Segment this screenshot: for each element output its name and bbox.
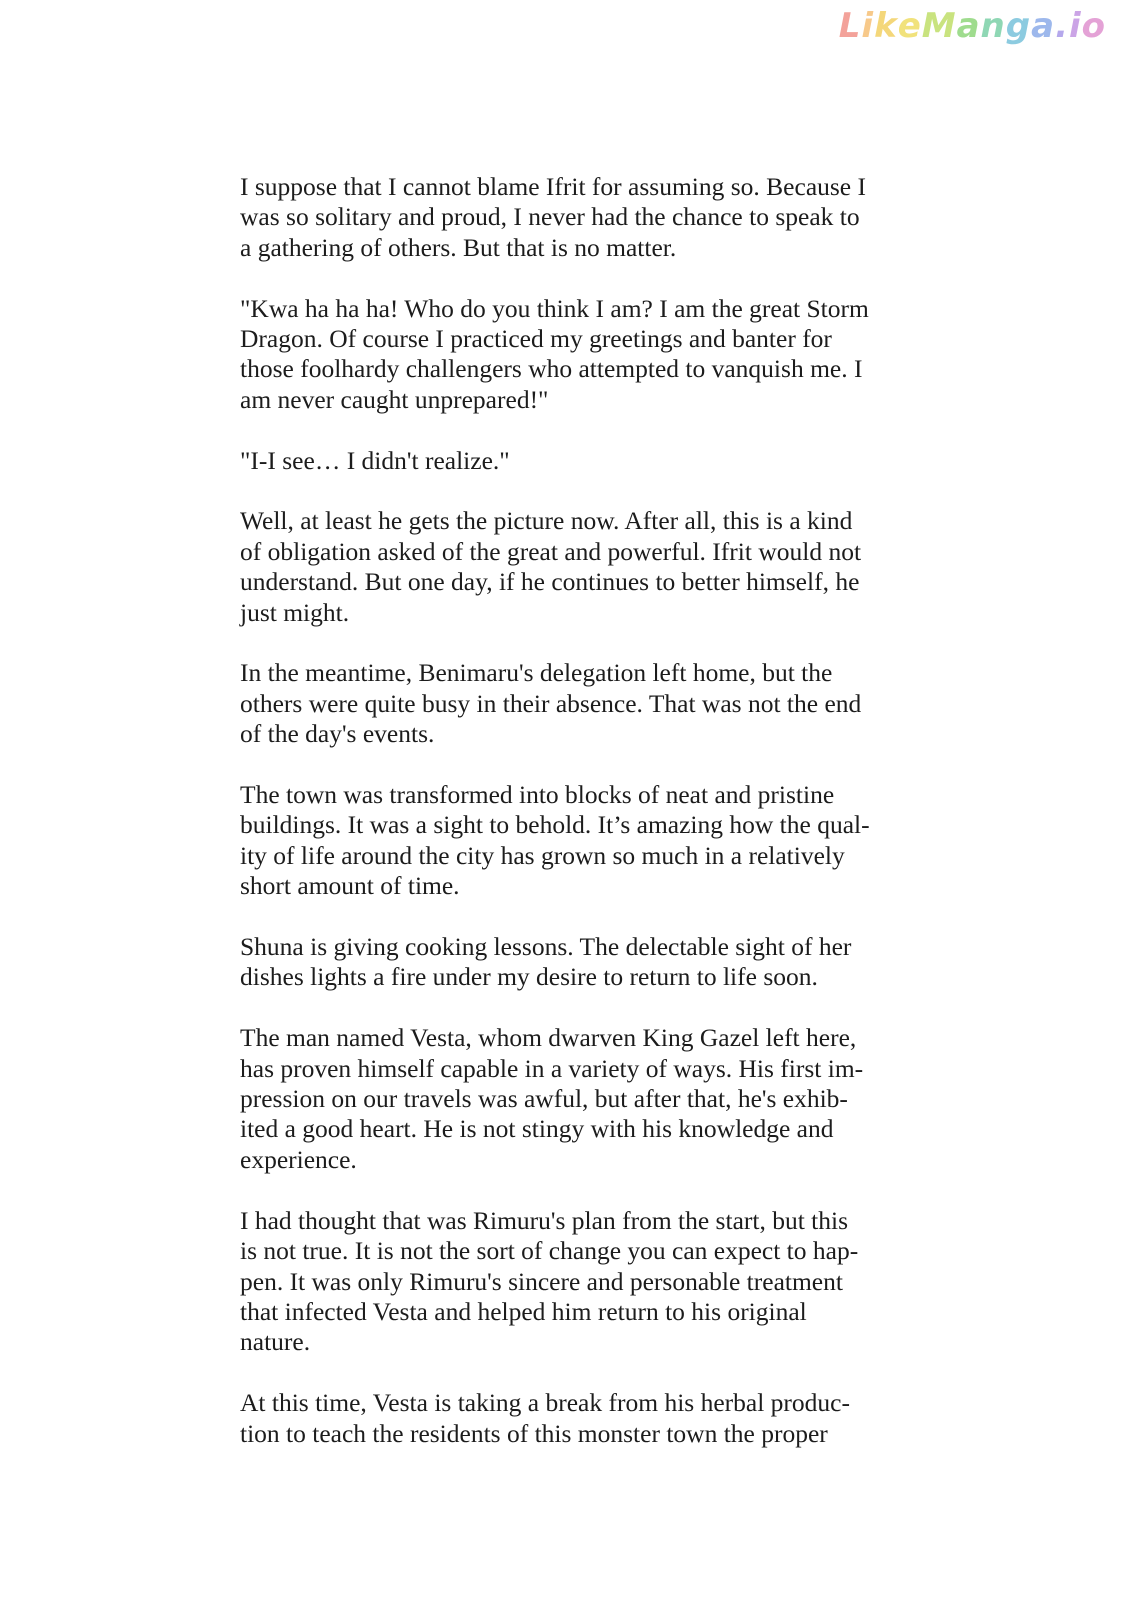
text-line: pression on our travels was awful, but after that, he's exhib-	[240, 1084, 848, 1114]
text-line: Well, at least he gets the picture now. After all, this is a kind	[240, 506, 853, 536]
paragraph	[240, 294, 916, 416]
text-line: tion to teach the residents of this monster town the proper	[240, 1418, 828, 1448]
watermark-letter: i	[1068, 6, 1082, 46]
watermark-letter: o	[1081, 6, 1106, 46]
novel-page-body	[240, 172, 916, 1479]
text-line: ity of life around the city has grown so much in a relatively	[240, 840, 845, 870]
text-line: others were quite busy in their absence. That was not the end	[240, 688, 862, 718]
watermark-letter: n	[980, 6, 1006, 46]
text-line: short amount of time.	[240, 871, 460, 901]
watermark-letter: a	[1031, 6, 1056, 46]
paragraph	[240, 446, 916, 476]
paragraph	[240, 780, 916, 902]
text-line: pen. It was only Rimuru's sincere and personable treatment	[240, 1266, 843, 1296]
text-line: of obligation asked of the great and powerful. Ifrit would not	[240, 536, 862, 566]
text-line: I suppose that I cannot blame Ifrit for assuming so. Because I	[240, 172, 866, 201]
text-line: I had thought that was Rimuru's plan from the start, but this	[240, 1205, 849, 1235]
paragraph	[240, 658, 916, 749]
watermark-letter: e	[897, 6, 922, 46]
text-line: of the day's events.	[240, 719, 435, 749]
text-line: "I-I see… I didn't realize."	[240, 445, 510, 475]
text-line: Shuna is giving cooking lessons. The delectable sight of her	[240, 932, 852, 962]
text-line: "Kwa ha ha ha! Who do you think I am? I am the great Storm	[240, 293, 869, 323]
text-line: Dragon. Of course I practiced my greetings and banter for	[240, 324, 832, 354]
text-line: In the meantime, Benimaru's delegation left home, but the	[240, 658, 833, 688]
text-line: ited a good heart. He is not stingy with his knowledge and	[240, 1114, 834, 1144]
text-line: a gathering of others. But that is no matter.	[240, 232, 677, 262]
text-line: nature.	[240, 1327, 311, 1357]
watermark-letter: a	[956, 6, 981, 46]
paragraph	[240, 172, 916, 263]
watermark-letter: .	[1055, 6, 1069, 46]
text-line: just might.	[240, 597, 350, 627]
text-line: that infected Vesta and helped him return to his original	[240, 1296, 807, 1326]
text-line: The town was transformed into blocks of neat and pristine	[240, 780, 835, 810]
text-line: At this time, Vesta is taking a break from his herbal produc-	[240, 1388, 850, 1418]
text-line: those foolhardy challengers who attempted to vanquish me. I	[240, 354, 863, 384]
text-line: is not true. It is not the sort of change you can expect to hap-	[240, 1236, 859, 1266]
text-line: buildings. It was a sight to behold. It’s amazing how the qual-	[240, 810, 870, 840]
text-line: dishes lights a fire under my desire to return to life soon.	[240, 962, 818, 992]
paragraph	[240, 932, 916, 993]
text-line: am never caught unprepared!"	[240, 384, 549, 414]
watermark-letter: g	[1005, 6, 1032, 46]
text-line: was so solitary and proud, I never had the chance to speak to	[240, 202, 860, 232]
text-line: The man named Vesta, whom dwarven King Gazel left here,	[240, 1023, 857, 1053]
text-line: understand. But one day, if he continues to better himself, he	[240, 567, 860, 597]
watermark-letter: i	[861, 6, 875, 46]
watermark-letter: L	[838, 6, 862, 46]
paragraph	[240, 1206, 916, 1358]
site-watermark-logo	[839, 6, 1106, 46]
text-line: has proven himself capable in a variety of ways. His first im-	[240, 1053, 864, 1083]
text-line: experience.	[240, 1144, 357, 1174]
watermark-letter: k	[874, 6, 898, 46]
paragraph	[240, 506, 916, 628]
paragraph	[240, 1388, 916, 1449]
paragraph	[240, 1023, 916, 1175]
watermark-letter: M	[921, 6, 957, 46]
